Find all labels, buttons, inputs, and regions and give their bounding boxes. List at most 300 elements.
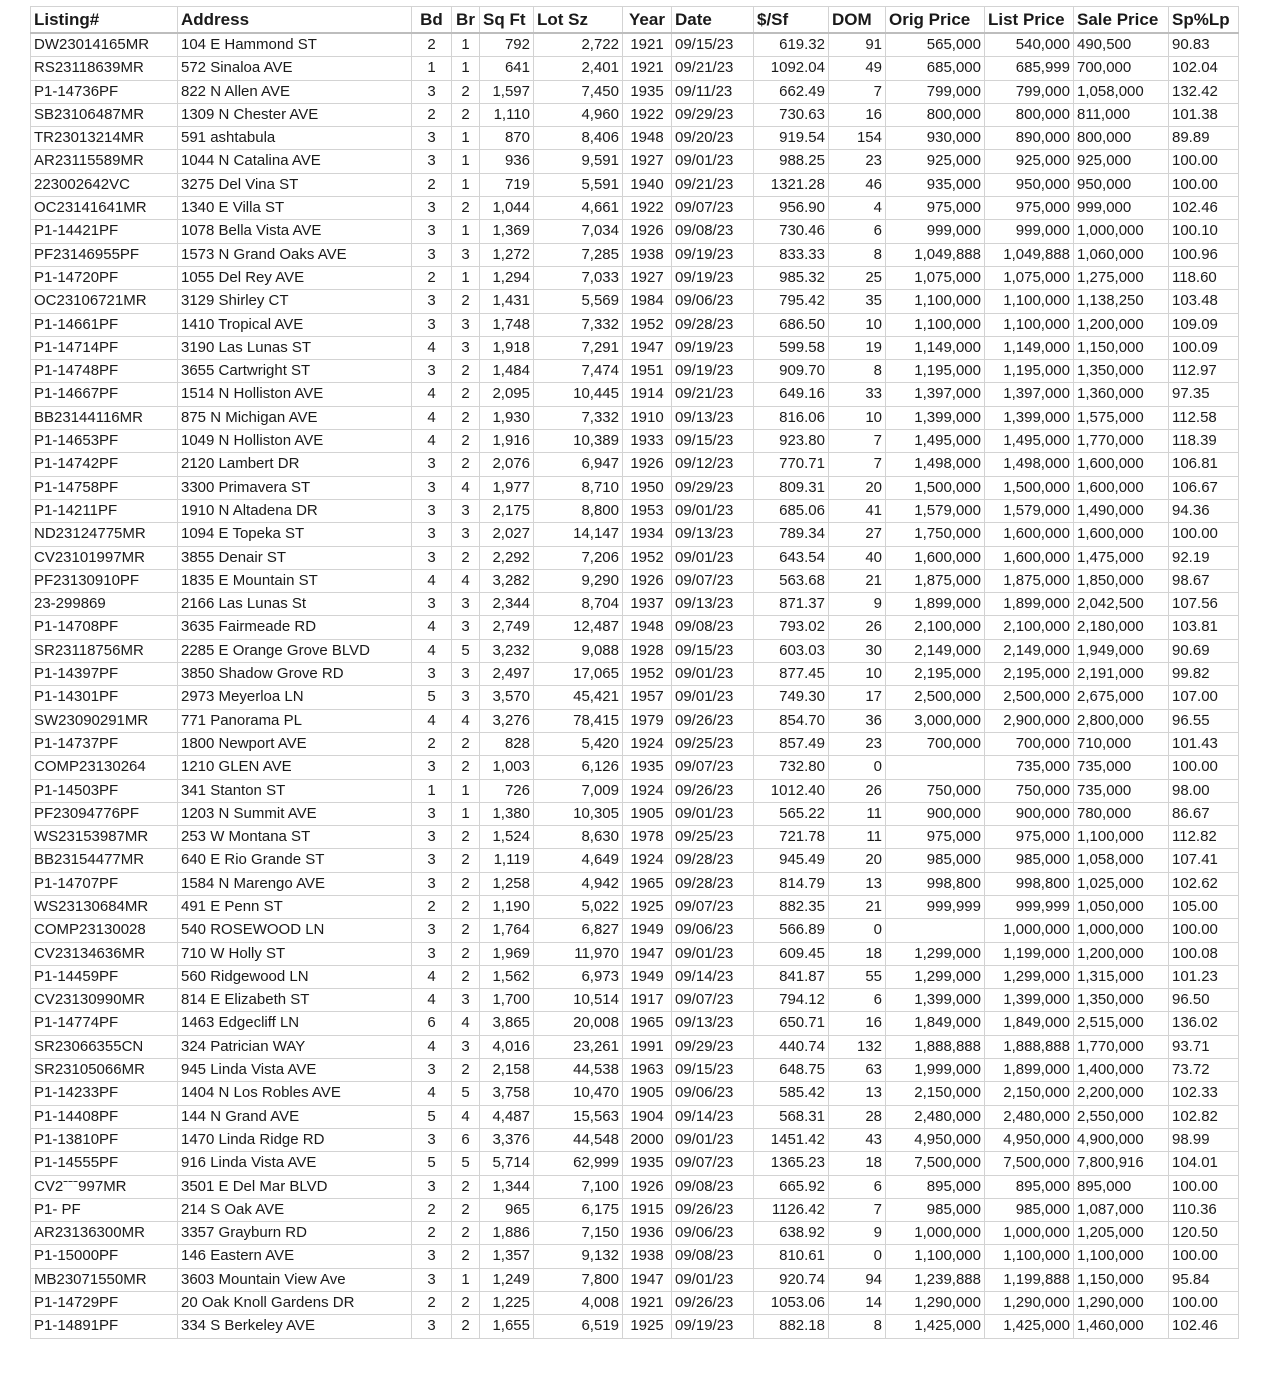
cell-baths: 4: [452, 1105, 480, 1128]
cell-list-price: 1,495,000: [985, 430, 1074, 453]
cell-sq-ft: 2,095: [480, 383, 534, 406]
cell-year: 1947: [623, 942, 672, 965]
cell-dom: 91: [829, 33, 886, 57]
cell-beds: 3: [412, 1268, 452, 1291]
cell-sp-lp-pct: 100.10: [1169, 220, 1239, 243]
cell-address: 1055 Del Rey AVE: [178, 266, 412, 289]
cell-list-price: 1,397,000: [985, 383, 1074, 406]
cell-address: 1309 N Chester AVE: [178, 103, 412, 126]
cell-list-price: 2,149,000: [985, 639, 1074, 662]
cell-address: 875 N Michigan AVE: [178, 406, 412, 429]
cell-sp-lp-pct: 102.82: [1169, 1105, 1239, 1128]
cell-list-price: 799,000: [985, 80, 1074, 103]
cell-orig-price: 1,195,000: [886, 360, 985, 383]
cell-sale-price: 1,100,000: [1074, 826, 1169, 849]
cell-address: 945 Linda Vista AVE: [178, 1059, 412, 1082]
cell-dom: 33: [829, 383, 886, 406]
cell-listing-number: SB23106487MR: [31, 103, 178, 126]
table-row: [31, 1035, 1239, 1058]
cell-listing-number: P1-14503PF: [31, 779, 178, 802]
cell-sq-ft: 870: [480, 127, 534, 150]
table-row: [31, 919, 1239, 942]
table-row: [31, 756, 1239, 779]
cell-lot-size: 7,800: [534, 1268, 623, 1291]
cell-sq-ft: 2,749: [480, 616, 534, 639]
cell-year: 1965: [623, 872, 672, 895]
cell-price-per-sqft: 920.74: [754, 1268, 829, 1291]
cell-sp-lp-pct: 98.67: [1169, 569, 1239, 592]
table-row: [31, 103, 1239, 126]
cell-dom: 23: [829, 150, 886, 173]
cell-list-price: 540,000: [985, 33, 1074, 57]
cell-sp-lp-pct: 100.00: [1169, 1292, 1239, 1315]
cell-year: 1935: [623, 756, 672, 779]
cell-dom: 6: [829, 1175, 886, 1198]
cell-year: 1921: [623, 33, 672, 57]
cell-price-per-sqft: 1365.23: [754, 1152, 829, 1175]
cell-date: 09/13/23: [672, 1012, 754, 1035]
cell-sq-ft: 1,977: [480, 476, 534, 499]
cell-listing-number: BB23144116MR: [31, 406, 178, 429]
cell-beds: 2: [412, 1222, 452, 1245]
cell-lot-size: 5,022: [534, 895, 623, 918]
table-row: [31, 33, 1239, 57]
cell-price-per-sqft: 789.34: [754, 523, 829, 546]
cell-beds: 3: [412, 546, 452, 569]
cell-beds: 1: [412, 779, 452, 802]
cell-sale-price: 895,000: [1074, 1175, 1169, 1198]
cell-lot-size: 7,033: [534, 266, 623, 289]
cell-list-price: 1,579,000: [985, 499, 1074, 522]
cell-sale-price: 1,770,000: [1074, 1035, 1169, 1058]
cell-sale-price: 1,400,000: [1074, 1059, 1169, 1082]
cell-orig-price: 1,495,000: [886, 430, 985, 453]
cell-address: 560 Ridgewood LN: [178, 965, 412, 988]
cell-date: 09/14/23: [672, 965, 754, 988]
cell-price-per-sqft: 732.80: [754, 756, 829, 779]
cell-listing-number: OC23106721MR: [31, 290, 178, 313]
cell-sq-ft: 2,076: [480, 453, 534, 476]
cell-price-per-sqft: 923.80: [754, 430, 829, 453]
cell-lot-size: 7,450: [534, 80, 623, 103]
cell-price-per-sqft: 816.06: [754, 406, 829, 429]
cell-list-price: 685,999: [985, 57, 1074, 80]
cell-year: 1940: [623, 173, 672, 196]
cell-orig-price: 1,899,000: [886, 593, 985, 616]
cell-date: 09/13/23: [672, 593, 754, 616]
cell-sale-price: 1,290,000: [1074, 1292, 1169, 1315]
cell-sale-price: 1,850,000: [1074, 569, 1169, 592]
cell-dom: 55: [829, 965, 886, 988]
cell-listing-number: PF23130910PF: [31, 569, 178, 592]
cell-orig-price: 1,875,000: [886, 569, 985, 592]
cell-list-price: 890,000: [985, 127, 1074, 150]
cell-beds: 2: [412, 103, 452, 126]
cell-sq-ft: 1,484: [480, 360, 534, 383]
cell-sale-price: 1,000,000: [1074, 220, 1169, 243]
cell-listing-number: P1-14891PF: [31, 1315, 178, 1338]
cell-beds: 3: [412, 197, 452, 220]
cell-date: 09/13/23: [672, 523, 754, 546]
table-row: [31, 1245, 1239, 1268]
cell-sp-lp-pct: 112.97: [1169, 360, 1239, 383]
table-row: [31, 1105, 1239, 1128]
cell-list-price: 1,500,000: [985, 476, 1074, 499]
table-row: [31, 57, 1239, 80]
cell-dom: 28: [829, 1105, 886, 1128]
cell-dom: 6: [829, 220, 886, 243]
cell-address: 214 S Oak AVE: [178, 1198, 412, 1221]
column-header-year: Year: [623, 7, 672, 34]
cell-listing-number: P1-15000PF: [31, 1245, 178, 1268]
cell-year: 1926: [623, 453, 672, 476]
cell-lot-size: 2,401: [534, 57, 623, 80]
cell-orig-price: 930,000: [886, 127, 985, 150]
cell-baths: 5: [452, 1082, 480, 1105]
cell-orig-price: 2,195,000: [886, 663, 985, 686]
cell-orig-price: 1,149,000: [886, 336, 985, 359]
cell-orig-price: 685,000: [886, 57, 985, 80]
cell-baths: 2: [452, 290, 480, 313]
cell-sq-ft: 965: [480, 1198, 534, 1221]
cell-address: 3855 Denair ST: [178, 546, 412, 569]
cell-address: 3850 Shadow Grove RD: [178, 663, 412, 686]
cell-sale-price: 1,600,000: [1074, 523, 1169, 546]
cell-address: 710 W Holly ST: [178, 942, 412, 965]
cell-dom: 4: [829, 197, 886, 220]
cell-sale-price: 2,675,000: [1074, 686, 1169, 709]
cell-dom: 43: [829, 1128, 886, 1151]
table-row: [31, 499, 1239, 522]
cell-sale-price: 4,900,000: [1074, 1128, 1169, 1151]
table-row: [31, 266, 1239, 289]
cell-price-per-sqft: 882.35: [754, 895, 829, 918]
cell-orig-price: 1,425,000: [886, 1315, 985, 1338]
cell-year: 1935: [623, 80, 672, 103]
cell-sale-price: 490,500: [1074, 33, 1169, 57]
cell-lot-size: 7,285: [534, 243, 623, 266]
table-row: [31, 616, 1239, 639]
cell-price-per-sqft: 440.74: [754, 1035, 829, 1058]
cell-beds: 2: [412, 1198, 452, 1221]
cell-dom: 132: [829, 1035, 886, 1058]
cell-sp-lp-pct: 112.82: [1169, 826, 1239, 849]
cell-date: 09/01/23: [672, 499, 754, 522]
cell-price-per-sqft: 814.79: [754, 872, 829, 895]
cell-baths: 1: [452, 173, 480, 196]
cell-listing-number: TR23013214MR: [31, 127, 178, 150]
cell-sq-ft: 1,748: [480, 313, 534, 336]
table-row: [31, 360, 1239, 383]
cell-list-price: 700,000: [985, 732, 1074, 755]
cell-date: 09/19/23: [672, 336, 754, 359]
cell-listing-number: P1-14459PF: [31, 965, 178, 988]
cell-sale-price: 2,200,000: [1074, 1082, 1169, 1105]
cell-sale-price: 700,000: [1074, 57, 1169, 80]
table-row: [31, 895, 1239, 918]
cell-sq-ft: 1,249: [480, 1268, 534, 1291]
cell-price-per-sqft: 833.33: [754, 243, 829, 266]
cell-date: 09/07/23: [672, 756, 754, 779]
cell-beds: 3: [412, 1128, 452, 1151]
cell-year: 1936: [623, 1222, 672, 1245]
cell-list-price: 1,600,000: [985, 546, 1074, 569]
cell-orig-price: 1,888,888: [886, 1035, 985, 1058]
cell-baths: 2: [452, 895, 480, 918]
cell-dom: 9: [829, 1222, 886, 1245]
cell-beds: 3: [412, 942, 452, 965]
cell-listing-number: P1-14729PF: [31, 1292, 178, 1315]
cell-orig-price: 935,000: [886, 173, 985, 196]
cell-sp-lp-pct: 100.08: [1169, 942, 1239, 965]
cell-listing-number: P1-14301PF: [31, 686, 178, 709]
cell-date: 09/13/23: [672, 406, 754, 429]
cell-baths: 2: [452, 383, 480, 406]
cell-lot-size: 15,563: [534, 1105, 623, 1128]
cell-address: 341 Stanton ST: [178, 779, 412, 802]
cell-date: 09/06/23: [672, 1222, 754, 1245]
cell-baths: 2: [452, 80, 480, 103]
cell-list-price: 1,195,000: [985, 360, 1074, 383]
cell-sp-lp-pct: 98.99: [1169, 1128, 1239, 1151]
table-row: [31, 1315, 1239, 1338]
cell-year: 1933: [623, 430, 672, 453]
cell-sp-lp-pct: 93.71: [1169, 1035, 1239, 1058]
cell-price-per-sqft: 871.37: [754, 593, 829, 616]
cell-dom: 8: [829, 1315, 886, 1338]
cell-sq-ft: 1,597: [480, 80, 534, 103]
cell-baths: 3: [452, 243, 480, 266]
column-header-list-price: List Price: [985, 7, 1074, 34]
cell-orig-price: 999,000: [886, 220, 985, 243]
column-header-sale-price: Sale Price: [1074, 7, 1169, 34]
cell-sq-ft: 641: [480, 57, 534, 80]
cell-price-per-sqft: 795.42: [754, 290, 829, 313]
cell-baths: 2: [452, 453, 480, 476]
cell-baths: 2: [452, 942, 480, 965]
cell-price-per-sqft: 809.31: [754, 476, 829, 499]
cell-year: 1963: [623, 1059, 672, 1082]
cell-list-price: 735,000: [985, 756, 1074, 779]
cell-orig-price: 1,299,000: [886, 942, 985, 965]
cell-year: 1926: [623, 569, 672, 592]
table-row: [31, 989, 1239, 1012]
cell-orig-price: 985,000: [886, 1198, 985, 1221]
cell-orig-price: 1,399,000: [886, 989, 985, 1012]
cell-beds: 3: [412, 80, 452, 103]
cell-address: 104 E Hammond ST: [178, 33, 412, 57]
column-header-address: Address: [178, 7, 412, 34]
cell-year: 1914: [623, 383, 672, 406]
cell-baths: 1: [452, 127, 480, 150]
cell-list-price: 2,100,000: [985, 616, 1074, 639]
cell-sq-ft: 1,431: [480, 290, 534, 313]
cell-baths: 3: [452, 663, 480, 686]
table-row: [31, 173, 1239, 196]
cell-dom: 41: [829, 499, 886, 522]
cell-dom: 8: [829, 243, 886, 266]
cell-baths: 2: [452, 197, 480, 220]
cell-date: 09/25/23: [672, 826, 754, 849]
cell-sale-price: 2,800,000: [1074, 709, 1169, 732]
cell-listing-number: P1-14211PF: [31, 499, 178, 522]
cell-sale-price: 1,200,000: [1074, 942, 1169, 965]
cell-baths: 5: [452, 1152, 480, 1175]
cell-dom: 20: [829, 849, 886, 872]
cell-date: 09/12/23: [672, 453, 754, 476]
table-row: [31, 546, 1239, 569]
cell-listing-number: RS23118639MR: [31, 57, 178, 80]
cell-sp-lp-pct: 86.67: [1169, 802, 1239, 825]
cell-baths: 2: [452, 103, 480, 126]
cell-lot-size: 8,710: [534, 476, 623, 499]
table-row: [31, 80, 1239, 103]
cell-orig-price: 2,149,000: [886, 639, 985, 662]
cell-sale-price: 1,058,000: [1074, 80, 1169, 103]
cell-sale-price: 710,000: [1074, 732, 1169, 755]
cell-sp-lp-pct: 102.62: [1169, 872, 1239, 895]
cell-address: 640 E Rio Grande ST: [178, 849, 412, 872]
table-row: [31, 127, 1239, 150]
cell-year: 1910: [623, 406, 672, 429]
cell-baths: 3: [452, 1035, 480, 1058]
cell-date: 09/26/23: [672, 709, 754, 732]
cell-date: 09/01/23: [672, 686, 754, 709]
cell-listing-number: AR23115589MR: [31, 150, 178, 173]
cell-sp-lp-pct: 132.42: [1169, 80, 1239, 103]
cell-address: 3300 Primavera ST: [178, 476, 412, 499]
cell-address: 3129 Shirley CT: [178, 290, 412, 313]
cell-price-per-sqft: 1053.06: [754, 1292, 829, 1315]
cell-listing-number: SW23090291MR: [31, 709, 178, 732]
cell-date: 09/29/23: [672, 476, 754, 499]
column-header-lot-size: Lot Sz: [534, 7, 623, 34]
cell-baths: 2: [452, 826, 480, 849]
cell-list-price: 985,000: [985, 1198, 1074, 1221]
cell-sale-price: 1,600,000: [1074, 453, 1169, 476]
cell-dom: 23: [829, 732, 886, 755]
cell-date: 09/26/23: [672, 779, 754, 802]
cell-list-price: 1,600,000: [985, 523, 1074, 546]
cell-sq-ft: 1,344: [480, 1175, 534, 1198]
cell-year: 1934: [623, 523, 672, 546]
cell-address: 540 ROSEWOOD LN: [178, 919, 412, 942]
cell-sq-ft: 2,158: [480, 1059, 534, 1082]
cell-beds: 2: [412, 732, 452, 755]
cell-price-per-sqft: 648.75: [754, 1059, 829, 1082]
cell-sq-ft: 1,369: [480, 220, 534, 243]
cell-beds: 4: [412, 406, 452, 429]
cell-listing-number: P1-14555PF: [31, 1152, 178, 1175]
cell-list-price: 750,000: [985, 779, 1074, 802]
cell-sq-ft: 1,886: [480, 1222, 534, 1245]
cell-date: 09/07/23: [672, 197, 754, 220]
cell-date: 09/14/23: [672, 1105, 754, 1128]
cell-dom: 36: [829, 709, 886, 732]
cell-year: 1927: [623, 150, 672, 173]
cell-lot-size: 6,519: [534, 1315, 623, 1338]
table-row: [31, 569, 1239, 592]
cell-list-price: 2,900,000: [985, 709, 1074, 732]
cell-sale-price: 735,000: [1074, 779, 1169, 802]
cell-orig-price: 565,000: [886, 33, 985, 57]
cell-sale-price: 1,205,000: [1074, 1222, 1169, 1245]
cell-beds: 3: [412, 872, 452, 895]
cell-lot-size: 6,175: [534, 1198, 623, 1221]
cell-baths: 4: [452, 709, 480, 732]
cell-sp-lp-pct: 96.55: [1169, 709, 1239, 732]
cell-list-price: 1,290,000: [985, 1292, 1074, 1315]
cell-date: 09/07/23: [672, 569, 754, 592]
cell-price-per-sqft: 882.18: [754, 1315, 829, 1338]
cell-lot-size: 7,100: [534, 1175, 623, 1198]
cell-beds: 2: [412, 1292, 452, 1315]
cell-beds: 3: [412, 220, 452, 243]
table-row: [31, 942, 1239, 965]
cell-orig-price: 1,999,000: [886, 1059, 985, 1082]
cell-address: 822 N Allen AVE: [178, 80, 412, 103]
cell-year: 1953: [623, 499, 672, 522]
cell-year: 1926: [623, 1175, 672, 1198]
cell-beds: 3: [412, 523, 452, 546]
cell-list-price: 1,399,000: [985, 989, 1074, 1012]
column-header-sp-lp-pct: Sp%Lp: [1169, 7, 1239, 34]
cell-list-price: 1,849,000: [985, 1012, 1074, 1035]
cell-listing-number: 223002642VC: [31, 173, 178, 196]
cell-baths: 2: [452, 1175, 480, 1198]
cell-sp-lp-pct: 102.04: [1169, 57, 1239, 80]
cell-list-price: 1,425,000: [985, 1315, 1074, 1338]
cell-sp-lp-pct: 73.72: [1169, 1059, 1239, 1082]
cell-price-per-sqft: 793.02: [754, 616, 829, 639]
cell-orig-price: 800,000: [886, 103, 985, 126]
cell-price-per-sqft: 730.63: [754, 103, 829, 126]
cell-lot-size: 7,034: [534, 220, 623, 243]
cell-sp-lp-pct: 96.50: [1169, 989, 1239, 1012]
cell-sale-price: 1,275,000: [1074, 266, 1169, 289]
cell-address: 1514 N Holliston AVE: [178, 383, 412, 406]
cell-orig-price: 2,150,000: [886, 1082, 985, 1105]
cell-sale-price: 1,949,000: [1074, 639, 1169, 662]
cell-price-per-sqft: 794.12: [754, 989, 829, 1012]
cell-sq-ft: 3,376: [480, 1128, 534, 1151]
cell-address: 1573 N Grand Oaks AVE: [178, 243, 412, 266]
cell-price-per-sqft: 854.70: [754, 709, 829, 732]
cell-date: 09/19/23: [672, 1315, 754, 1338]
table-row: [31, 197, 1239, 220]
table-row: [31, 965, 1239, 988]
cell-orig-price: 1,290,000: [886, 1292, 985, 1315]
cell-list-price: 975,000: [985, 826, 1074, 849]
cell-year: 1952: [623, 313, 672, 336]
cell-listing-number: CV23130990MR: [31, 989, 178, 1012]
cell-dom: 94: [829, 1268, 886, 1291]
cell-lot-size: 6,126: [534, 756, 623, 779]
cell-price-per-sqft: 643.54: [754, 546, 829, 569]
cell-year: 1957: [623, 686, 672, 709]
cell-beds: 3: [412, 499, 452, 522]
column-header-date: Date: [672, 7, 754, 34]
cell-orig-price: 1,397,000: [886, 383, 985, 406]
cell-lot-size: 8,800: [534, 499, 623, 522]
cell-price-per-sqft: 877.45: [754, 663, 829, 686]
cell-beds: 3: [412, 802, 452, 825]
cell-listing-number: P1-14653PF: [31, 430, 178, 453]
cell-sale-price: 2,550,000: [1074, 1105, 1169, 1128]
cell-date: 09/08/23: [672, 1175, 754, 1198]
cell-listing-number: P1-14742PF: [31, 453, 178, 476]
cell-baths: 3: [452, 686, 480, 709]
